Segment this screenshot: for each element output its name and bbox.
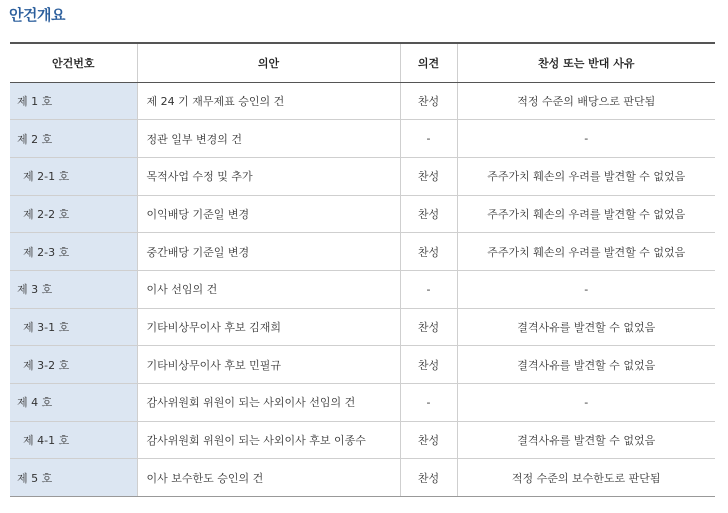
agenda-reason: 결격사유를 발견할 수 없었음 bbox=[457, 421, 715, 459]
agenda-number: 제 4 호 bbox=[10, 384, 137, 422]
agenda-opinion: - bbox=[400, 120, 457, 158]
agenda-number: 제 3-2 호 bbox=[10, 346, 137, 384]
agenda-number: 제 5 호 bbox=[10, 459, 137, 497]
agenda-number: 제 1 호 bbox=[10, 82, 137, 120]
agenda-reason: - bbox=[457, 120, 715, 158]
agenda-opinion: 찬성 bbox=[400, 459, 457, 497]
agenda-reason: - bbox=[457, 384, 715, 422]
table-row bbox=[10, 459, 715, 497]
agenda-number: 제 2-3 호 bbox=[10, 233, 137, 271]
section-title: 안건개요 bbox=[9, 6, 65, 24]
table-row bbox=[10, 270, 715, 308]
agenda-title: 이사 보수한도 승인의 건 bbox=[137, 459, 400, 497]
agenda-title: 중간배당 기준일 변경 bbox=[137, 233, 400, 271]
table-row bbox=[10, 346, 715, 384]
agenda-title: 이익배당 기준일 변경 bbox=[137, 195, 400, 233]
agenda-number: 제 2 호 bbox=[10, 120, 137, 158]
agenda-reason: 주주가치 훼손의 우려를 발견할 수 없었음 bbox=[457, 233, 715, 271]
agenda-title: 기타비상무이사 후보 민필규 bbox=[137, 346, 400, 384]
agenda-opinion: 찬성 bbox=[400, 346, 457, 384]
table-row bbox=[10, 233, 715, 271]
agenda-title: 감사위원회 위원이 되는 사외이사 후보 이종수 bbox=[137, 421, 400, 459]
agenda-title: 정관 일부 변경의 건 bbox=[137, 120, 400, 158]
agenda-opinion: 찬성 bbox=[400, 157, 457, 195]
agenda-number: 제 4-1 호 bbox=[10, 421, 137, 459]
table-row bbox=[10, 157, 715, 195]
table-row bbox=[10, 384, 715, 422]
agenda-opinion: - bbox=[400, 270, 457, 308]
agenda-reason: 주주가치 훼손의 우려를 발견할 수 없었음 bbox=[457, 195, 715, 233]
agenda-reason: 결격사유를 발견할 수 없었음 bbox=[457, 308, 715, 346]
agenda-reason: 적정 수준의 배당으로 판단됨 bbox=[457, 82, 715, 120]
agenda-reason: - bbox=[457, 270, 715, 308]
agenda-title: 이사 선임의 건 bbox=[137, 270, 400, 308]
agenda-reason: 결격사유를 발견할 수 없었음 bbox=[457, 346, 715, 384]
table-row bbox=[10, 308, 715, 346]
agenda-opinion: 찬성 bbox=[400, 308, 457, 346]
agenda-opinion: 찬성 bbox=[400, 195, 457, 233]
agenda-reason: 적정 수준의 보수한도로 판단됨 bbox=[457, 459, 715, 497]
agenda-number: 제 3 호 bbox=[10, 270, 137, 308]
table-row bbox=[10, 421, 715, 459]
table-row bbox=[10, 120, 715, 158]
header-number: 안건번호 bbox=[10, 43, 137, 82]
agenda-reason: 주주가치 훼손의 우려를 발견할 수 없었음 bbox=[457, 157, 715, 195]
header-reason: 찬성 또는 반대 사유 bbox=[457, 43, 715, 82]
agenda-number: 제 3-1 호 bbox=[10, 308, 137, 346]
header-opinion: 의견 bbox=[400, 43, 457, 82]
agenda-opinion: - bbox=[400, 384, 457, 422]
agenda-opinion: 찬성 bbox=[400, 82, 457, 120]
agenda-number: 제 2-2 호 bbox=[10, 195, 137, 233]
table-row bbox=[10, 82, 715, 120]
agenda-number: 제 2-1 호 bbox=[10, 157, 137, 195]
agenda-title: 목적사업 수정 및 추가 bbox=[137, 157, 400, 195]
agenda-title: 기타비상무이사 후보 김재희 bbox=[137, 308, 400, 346]
agenda-opinion: 찬성 bbox=[400, 233, 457, 271]
table-row bbox=[10, 195, 715, 233]
header-title: 의안 bbox=[137, 43, 400, 82]
agenda-title: 감사위원회 위원이 되는 사외이사 선임의 건 bbox=[137, 384, 400, 422]
agenda-table bbox=[10, 42, 715, 497]
table-header-row bbox=[10, 43, 715, 82]
agenda-opinion: 찬성 bbox=[400, 421, 457, 459]
agenda-title: 제 24 기 재무제표 승인의 건 bbox=[137, 82, 400, 120]
